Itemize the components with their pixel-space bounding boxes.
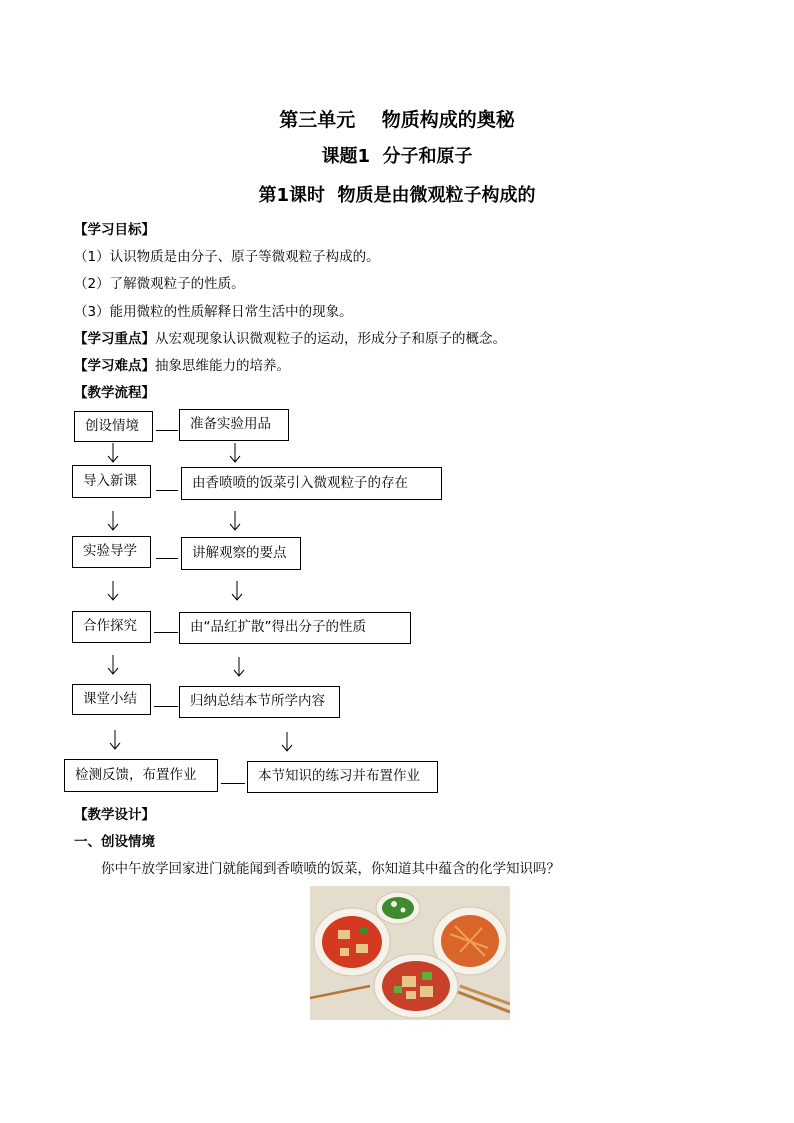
arrow-down-icon <box>230 580 244 602</box>
key-point-text: 从宏观现象认识微观粒子的运动，形成分子和原子的概念。 <box>155 331 506 347</box>
flow-stage-6: 检测反馈，布置作业 <box>64 759 218 792</box>
flow-connector-6 <box>221 783 245 784</box>
difficulty <box>74 356 290 376</box>
flow-connector-3 <box>156 558 178 559</box>
arrow-down-icon <box>106 580 120 602</box>
flow-detail-3: 讲解观察的要点 <box>181 537 301 570</box>
flow-connector-4 <box>154 632 178 633</box>
arrow-down-icon <box>106 442 120 464</box>
flow-detail-2: 由香喷喷的饭菜引入微观粒子的存在 <box>181 467 442 500</box>
flow-connector-5 <box>154 706 178 707</box>
flow-detail-4: 由“品红扩散”得出分子的性质 <box>179 612 411 644</box>
flow-connector-1 <box>156 430 178 431</box>
flow-stage-1: 创设情境 <box>74 411 153 442</box>
goal-item-1: （1）认识物质是由分子、原子等微观粒子构成的。 <box>74 249 380 265</box>
flow-stage-4: 合作探究 <box>72 611 151 643</box>
difficulty-text: 抽象思维能力的培养。 <box>155 358 290 374</box>
arrow-down-icon <box>108 729 122 751</box>
arrow-down-icon <box>228 442 242 464</box>
flow-detail-6: 本节知识的练习并布置作业 <box>247 761 438 793</box>
section1-heading: 一、创设情境 <box>74 834 155 850</box>
arrow-down-icon <box>280 731 294 753</box>
arrow-down-icon <box>232 656 246 678</box>
lesson-title: 课题1 分子和原子 <box>321 146 473 167</box>
flow-detail-5: 归纳总结本节所学内容 <box>179 686 340 718</box>
key-point <box>74 329 506 349</box>
flow-heading: 【教学流程】 <box>74 385 155 401</box>
food-dishes-photo <box>310 886 510 1020</box>
section1-text: 你中午放学回家进门就能闻到香喷喷的饭菜，你知道其中蕴含的化学知识吗？ <box>101 861 560 877</box>
arrow-down-icon <box>106 510 120 532</box>
flow-stage-5: 课堂小结 <box>72 684 151 715</box>
unit-title: 第三单元 物质构成的奥秘 <box>279 109 515 131</box>
arrow-down-icon <box>228 510 242 532</box>
period-title: 第1课时 物质是由微观粒子构成的 <box>258 185 536 206</box>
design-heading: 【教学设计】 <box>74 807 155 823</box>
flow-stage-2: 导入新课 <box>72 465 151 498</box>
key-point-label: 【学习重点】 <box>74 331 155 347</box>
flow-detail-1: 准备实验用品 <box>179 409 289 441</box>
goal-item-3: （3）能用微粒的性质解释日常生活中的现象。 <box>74 304 353 320</box>
flow-stage-3: 实验导学 <box>72 536 151 568</box>
difficulty-label: 【学习难点】 <box>74 358 155 374</box>
arrow-down-icon <box>106 654 120 676</box>
flow-connector-2 <box>156 490 178 491</box>
goals-heading: 【学习目标】 <box>74 222 155 238</box>
goal-item-2: （2）了解微观粒子的性质。 <box>74 276 245 292</box>
